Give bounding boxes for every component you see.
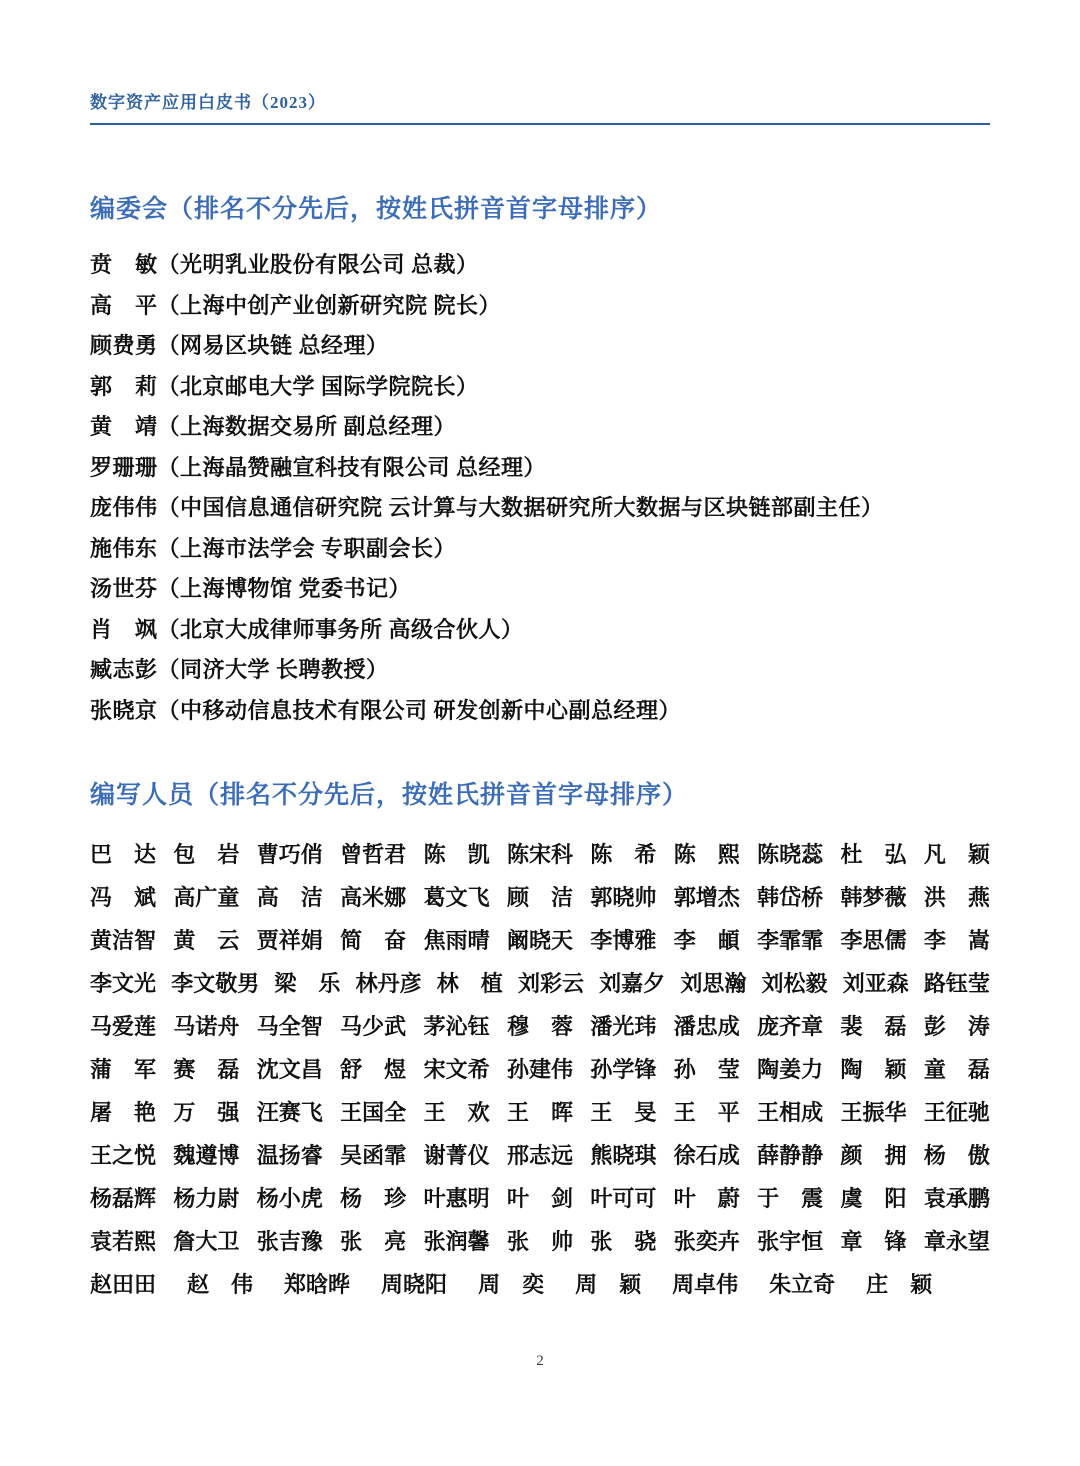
author-name: 孙学锋: [590, 1057, 657, 1082]
author-name: 潘忠成: [673, 1014, 740, 1039]
author-name: 魏遵博: [173, 1143, 240, 1168]
author-name: 邢志远: [506, 1143, 573, 1168]
author-name: 高 洁: [256, 885, 323, 910]
author-name: 温扬睿: [256, 1143, 323, 1168]
author-name: 李霏霏: [757, 928, 824, 953]
author-name: 屠 艳: [90, 1100, 157, 1125]
author-name: 周晓阳: [381, 1272, 448, 1297]
author-name: 刘亚森: [842, 971, 909, 996]
author-name: 黄洁智: [90, 928, 157, 953]
author-name: 章永望: [923, 1229, 990, 1254]
committee-member: 张晓京（中移动信息技术有限公司 研发创新中心副总经理）: [90, 697, 682, 723]
author-name: 韩岱桥: [757, 885, 824, 910]
committee-list: [90, 245, 990, 731]
author-name: 杨力尉: [173, 1186, 240, 1211]
author-name: 陈 凯: [423, 842, 490, 867]
authors-row: [90, 876, 990, 919]
author-name: 焦雨晴: [423, 928, 490, 953]
author-name: 李文光: [90, 971, 157, 996]
author-name: 叶惠明: [423, 1186, 490, 1211]
authors-row: [90, 1220, 990, 1263]
author-name: 郑晗晔: [284, 1272, 351, 1297]
author-name: 王之悦: [90, 1143, 157, 1168]
author-name: 凡 颖: [923, 842, 990, 867]
author-name: 刘彩云: [517, 971, 584, 996]
page-header: [90, 0, 990, 125]
author-name: 张润馨: [423, 1229, 490, 1254]
author-name: 詹大卫: [173, 1229, 240, 1254]
authors-section-title: 编写人员（排名不分先后，按姓氏拼音首字母排序）: [90, 781, 689, 809]
author-name: 庄 颖: [866, 1272, 933, 1297]
author-name: 杨磊辉: [90, 1186, 157, 1211]
author-name: 薛静静: [757, 1143, 824, 1168]
author-name: 穆 蓉: [506, 1014, 573, 1039]
author-name: 黄 云: [173, 928, 240, 953]
author-name: 徐石成: [673, 1143, 740, 1168]
author-name: 孙建伟: [506, 1057, 573, 1082]
author-name: 陈宋科: [506, 842, 573, 867]
author-name: 虞 阳: [840, 1186, 907, 1211]
author-name: 李文敬男: [171, 971, 260, 996]
committee-member: 郭 莉（北京邮电大学 国际学院院长）: [90, 373, 479, 399]
author-name: 叶 剑: [506, 1186, 573, 1211]
author-name: 刘思瀚: [680, 971, 747, 996]
author-name: 王 平: [673, 1100, 740, 1125]
committee-member: 肖 飒（北京大成律师事务所 高级合伙人）: [90, 616, 524, 642]
author-name: 刘松毅: [761, 971, 828, 996]
committee-member: 臧志彭（同济大学 长聘教授）: [90, 657, 389, 682]
author-name: 朱立奇: [769, 1272, 836, 1297]
document-title: 数字资产应用白皮书（2023）: [90, 93, 326, 112]
author-name: 汪赛飞: [256, 1100, 323, 1125]
author-name: 周卓伟: [672, 1272, 739, 1297]
author-name: 袁若熙: [90, 1229, 157, 1254]
author-name: 宋文希: [423, 1057, 490, 1082]
author-name: 叶可可: [590, 1186, 657, 1211]
author-name: 袁承鹏: [923, 1186, 990, 1211]
author-name: 高米娜: [340, 885, 407, 910]
committee-member: 汤世芬（上海博物馆 党委书记）: [90, 576, 412, 601]
author-name: 贾祥娟: [256, 928, 323, 953]
authors-row: [90, 1177, 990, 1220]
author-name: 万 强: [173, 1100, 240, 1125]
author-name: 林丹彦: [355, 971, 422, 996]
authors-row: [90, 1048, 990, 1091]
author-name: 李 頔: [673, 928, 740, 953]
authors-row: [90, 1263, 990, 1306]
author-name: 冯 斌: [90, 885, 157, 910]
author-name: 陈 希: [590, 842, 657, 867]
author-name: 王 晖: [506, 1100, 573, 1125]
author-name: 林 植: [436, 971, 503, 996]
author-name: 赛 磊: [173, 1057, 240, 1082]
author-name: 马全智: [256, 1014, 323, 1039]
author-name: 简 奋: [340, 928, 407, 953]
author-name: 叶 蔚: [673, 1186, 740, 1211]
author-name: 李 嵩: [923, 928, 990, 953]
author-name: 于 震: [757, 1186, 824, 1211]
authors-row: [90, 1134, 990, 1177]
author-name: 刘嘉夕: [599, 971, 666, 996]
author-name: 彭 涛: [923, 1014, 990, 1039]
author-name: 庞齐章: [757, 1014, 824, 1039]
author-name: 赵田田: [90, 1272, 157, 1297]
authors-row: [90, 1005, 990, 1048]
author-name: 颜 拥: [840, 1143, 907, 1168]
committee-member: 庞伟伟（中国信息通信研究院 云计算与大数据研究所大数据与区块链部副主任）: [90, 495, 884, 520]
author-name: 章 锋: [840, 1229, 907, 1254]
author-name: 梁 乐: [274, 971, 341, 996]
author-name: 韩梦薇: [840, 885, 907, 910]
page-footer: [0, 1352, 1080, 1370]
page-number: 2: [536, 1353, 544, 1369]
author-name: 裴 磊: [840, 1014, 907, 1039]
author-name: 顾 洁: [506, 885, 573, 910]
authors-row: [90, 962, 990, 1005]
author-name: 杨 珍: [340, 1186, 407, 1211]
author-name: 张 亮: [340, 1229, 407, 1254]
author-name: 路钰莹: [923, 971, 990, 996]
author-name: 沈文昌: [256, 1057, 323, 1082]
author-name: 阚晓天: [506, 928, 573, 953]
author-name: 王国全: [340, 1100, 407, 1125]
author-name: 吴函霏: [340, 1143, 407, 1168]
author-name: 曾哲君: [340, 842, 407, 867]
author-name: 孙 莹: [673, 1057, 740, 1082]
author-name: 陶 颖: [840, 1057, 907, 1082]
author-name: 王 旻: [590, 1100, 657, 1125]
author-name: 陈晓蕊: [757, 842, 824, 867]
author-name: 马诺舟: [173, 1014, 240, 1039]
author-name: 张 骁: [590, 1229, 657, 1254]
author-name: 熊晓琪: [590, 1143, 657, 1168]
author-name: 杨 傲: [923, 1143, 990, 1168]
author-name: 蒲 军: [90, 1057, 157, 1082]
author-name: 茅沁钰: [423, 1014, 490, 1039]
author-name: 陶姜力: [757, 1057, 824, 1082]
author-name: 李博雅: [590, 928, 657, 953]
author-name: 高广童: [173, 885, 240, 910]
author-name: 葛文飞: [423, 885, 490, 910]
author-name: 曹巧俏: [256, 842, 323, 867]
author-name: 王 欢: [423, 1100, 490, 1125]
author-name: 李思儒: [840, 928, 907, 953]
committee-member: 高 平（上海中创产业创新研究院 院长）: [90, 292, 502, 318]
author-name: 张 帅: [506, 1229, 573, 1254]
author-name: 陈 熙: [673, 842, 740, 867]
author-name: 赵 伟: [187, 1272, 254, 1297]
committee-member: 贲 敏（光明乳业股份有限公司 总裁）: [90, 252, 479, 277]
author-name: 张宇恒: [757, 1229, 824, 1254]
authors-row: [90, 833, 990, 876]
author-name: 潘光玮: [590, 1014, 657, 1039]
committee-member: 黄 靖（上海数据交易所 副总经理）: [90, 414, 457, 439]
author-name: 郭增杰: [673, 885, 740, 910]
authors-row: [90, 919, 990, 962]
author-name: 王征驰: [923, 1100, 990, 1125]
authors-row: [90, 1091, 990, 1134]
committee-member: 罗珊珊（上海晶赞融宣科技有限公司 总经理）: [90, 454, 547, 480]
author-name: 张吉豫: [256, 1229, 323, 1254]
author-name: 杜 弘: [840, 842, 907, 867]
committee-member: 施伟东（上海市法学会 专职副会长）: [90, 535, 457, 561]
author-name: 舒 煜: [340, 1057, 407, 1082]
author-name: 郭晓帅: [590, 885, 657, 910]
author-name: 谢菁仪: [423, 1143, 490, 1168]
author-name: 王相成: [757, 1100, 824, 1125]
committee-section-title: 编委会（排名不分先后，按姓氏拼音首字母排序）: [90, 195, 663, 223]
author-name: 巴 达: [90, 842, 157, 867]
author-name: 张奕卉: [673, 1229, 740, 1254]
authors-grid: [90, 833, 990, 1306]
author-name: 周 奕: [478, 1272, 545, 1297]
author-name: 包 岩: [173, 842, 240, 867]
author-name: 王振华: [840, 1100, 907, 1125]
author-name: 周 颖: [575, 1272, 642, 1297]
author-name: 童 磊: [923, 1057, 990, 1082]
author-name: 马爱莲: [90, 1014, 157, 1039]
committee-member: 顾费勇（网易区块链 总经理）: [90, 333, 389, 358]
author-name: 马少武: [340, 1014, 407, 1039]
author-name: 杨小虎: [256, 1186, 323, 1211]
author-name: 洪 燕: [923, 885, 990, 910]
